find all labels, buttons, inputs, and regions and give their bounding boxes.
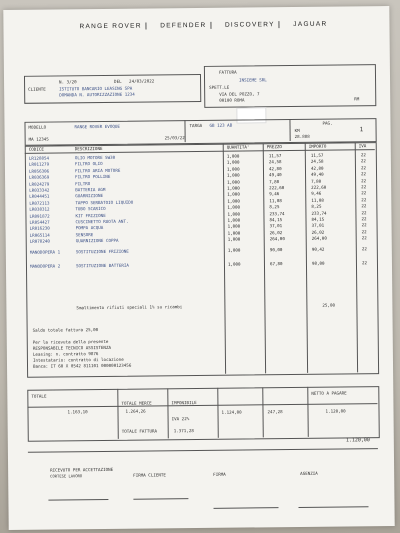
bottom-total: 1.120,00 <box>345 437 370 444</box>
vat-cell: 22 <box>360 152 366 158</box>
left-code: CLIENTE <box>28 86 46 92</box>
client-line3: 00100 ROMA <box>219 97 245 103</box>
iva-label: IVA 22% <box>171 416 190 422</box>
qty-cell: 1,000 <box>227 247 241 253</box>
model-label: MODELLO <box>28 124 47 130</box>
vat-cell: 22 <box>361 184 367 190</box>
client-line2: VIA DEL POZZO, 7 <box>219 91 260 97</box>
amount-cell: 49,40 <box>311 171 324 178</box>
qty-cell: 1,000 <box>227 223 241 230</box>
code-cell: LR072113 <box>29 200 50 206</box>
desc-cell: FILTRO POLLINE <box>75 174 111 180</box>
code-cell: LR056306 <box>28 168 50 174</box>
price-cell: 42,80 <box>268 165 282 172</box>
code-cell: LR024279 <box>29 181 50 187</box>
vat-cell: 22 <box>360 171 367 177</box>
desc-cell: BATTERIA AGM <box>75 186 106 193</box>
page-value: 1 <box>359 126 364 134</box>
desc-cell: TUBO SCARICO <box>75 206 106 212</box>
date2: 25/03/22 <box>164 135 185 141</box>
doc-number: N. 3/20 <box>59 79 77 85</box>
price-cell: 11,57 <box>268 153 282 159</box>
date-value: 24/03/2022 <box>129 78 155 84</box>
desc-cell: GUARNIZIONE COPPA <box>75 238 119 244</box>
desc-cell: SOSTITUZIONE BATTERIA <box>75 262 129 268</box>
qty-cell: 1,000 <box>226 166 240 172</box>
imponibile-value: 1.124,00 <box>221 409 242 415</box>
plate-value: GB 123 AB <box>209 122 233 128</box>
price-cell: 67,80 <box>269 260 283 266</box>
amount-cell: 42,80 <box>310 165 324 171</box>
sig-line-a <box>48 499 108 501</box>
vat-cell: 22 <box>360 158 366 164</box>
qty-cell: 1,000 <box>227 172 240 178</box>
sig-left: RICEVUTO PER ACCETTAZIONE <box>50 466 114 473</box>
vat-cell: 22 <box>361 197 367 203</box>
note-6: Banca: IT 60 X 0542 811101 000000123456 <box>32 362 132 369</box>
total-invoice-label: TOTALE FATTURA <box>121 428 158 434</box>
amount-cell: 84,15 <box>311 216 325 222</box>
date-label: DEL <box>114 78 122 84</box>
code-cell: LR036369 <box>29 174 50 180</box>
amount-cell: 222,60 <box>311 184 327 190</box>
code-cell: LR128854 <box>28 155 50 161</box>
km-value: 28.888 <box>294 133 310 139</box>
vehicle-divider-2 <box>289 119 290 141</box>
desc-cell: SENSORE <box>75 231 94 238</box>
vat-cell: 22 <box>361 177 367 183</box>
net-value: 1.120,00 <box>325 408 346 414</box>
code-cell: MANODOPERA 1 <box>29 249 61 255</box>
brand-range-rover: RANGE ROVER <box>75 23 146 31</box>
vat-cell: 22 <box>361 216 367 222</box>
code-cell: LR038312 <box>29 206 50 212</box>
th-code: CODICE <box>28 146 44 152</box>
price-cell: 222,60 <box>269 185 285 191</box>
qty-cell: 1,000 <box>227 198 240 204</box>
left-line2: DOMANDA N. AUTORIZZAZIONE 1234 <box>59 91 135 98</box>
amount-cell: 11,08 <box>311 197 324 203</box>
price-cell: 37,01 <box>269 223 283 229</box>
desc-cell: GUARNIZIONE <box>75 193 104 199</box>
qty-cell: 1,000 <box>226 159 240 166</box>
amount-cell: 37,01 <box>311 223 325 229</box>
vat-cell: 22 <box>361 229 367 235</box>
doc-label: FATTURA <box>218 69 237 75</box>
code-cell: LR016230 <box>29 225 50 232</box>
qty-cell: 1,000 <box>226 153 240 159</box>
th-price: PREZZO <box>266 144 282 150</box>
amount-cell: 233,74 <box>311 210 327 216</box>
brand-defender: DEFENDER <box>156 22 211 30</box>
code-cell: LR033342 <box>29 187 50 193</box>
amount-cell: 11,57 <box>310 152 324 158</box>
note-2: Per la ricevuta della presente <box>32 338 109 345</box>
price-cell: 24,58 <box>268 159 282 165</box>
qty-cell: 1,000 <box>227 230 241 236</box>
vat-cell: 22 <box>360 165 367 171</box>
note-3: RESPONSABILE TECNICO ASSISTENZA <box>32 344 112 351</box>
qty-cell: 1,000 <box>227 211 241 217</box>
th-amount: IMPORTO <box>308 143 327 149</box>
total-invoice-value: 1.371,28 <box>173 428 194 434</box>
page-label: PAG. <box>322 120 333 126</box>
price-cell: 8,25 <box>269 204 280 210</box>
sig-left2: CORTESE LAVORO <box>50 473 83 479</box>
qty-cell: 1,000 <box>227 261 241 267</box>
code-cell: LR065114 <box>29 232 50 238</box>
sig-mid: FIRMA CLIENTE <box>133 472 166 478</box>
total-merce-label: TOTALE MERCE <box>121 400 152 406</box>
left-total-label: TOTALE <box>31 393 47 399</box>
brand-discovery: DISCOVERY <box>221 21 280 29</box>
desc-cell: KIT FRIZIONE <box>75 212 106 218</box>
price-cell: 264,00 <box>269 236 285 242</box>
price-cell: 11,08 <box>269 197 282 204</box>
amount-cell: 7,80 <box>311 178 322 184</box>
ref: MA 12345 <box>28 136 49 142</box>
note-4: Leasing: n. contratto 9876 <box>32 351 99 357</box>
vat-cell: 22 <box>361 235 367 241</box>
price-cell: 90,00 <box>269 246 283 252</box>
amount-cell: 264,00 <box>311 235 327 242</box>
price-cell: 49,40 <box>269 172 282 178</box>
qty-cell: 1,000 <box>227 179 240 185</box>
amount-cell: 8,25 <box>311 203 322 210</box>
code-cell: LR078240 <box>29 238 50 244</box>
sig-right2: AGENZIA <box>300 470 318 476</box>
note-1: Saldo totale fattura 25,00 <box>32 327 99 333</box>
vat-cell: 22 <box>361 259 368 265</box>
km-label: KM <box>294 127 300 133</box>
net-label: NETTO A PAGARE <box>311 390 347 396</box>
desc-cell: CUSCINETTO RUOTA ANT. <box>75 218 129 225</box>
total-merce-value: 1.264,26 <box>125 408 146 414</box>
desc-cell: FILTRO ARIA MOTORE <box>74 167 121 174</box>
amount-cell: 90,42 <box>311 246 325 252</box>
sig-line-c <box>214 507 279 509</box>
code-cell: MANODOPERA 2 <box>29 263 61 269</box>
desc-cell: POMPA ACQUA <box>75 225 104 231</box>
desc-cell: OLIO MOTORE 5W30 <box>74 154 116 161</box>
sig-line-b <box>133 498 188 500</box>
note-value: 25,00 <box>322 302 336 308</box>
note-5: Intestatario: contratto di locazione <box>32 356 124 363</box>
sig-line-d <box>299 506 369 508</box>
code-cell: LR091872 <box>29 213 50 219</box>
th-vat: IVA <box>358 143 367 149</box>
client-line1: INSIEME SRL <box>239 77 267 83</box>
qty-cell: 1,000 <box>227 217 241 223</box>
code-cell: LR054427 <box>29 219 50 225</box>
price-cell: 7,80 <box>269 178 280 184</box>
code-cell: LR011279 <box>28 161 50 168</box>
left-line1: ISTITUTO BANCARIO LEASING SPA <box>59 85 133 92</box>
desc-cell: FILTRO <box>75 180 91 186</box>
vat-cell: 22 <box>361 245 367 251</box>
vat-cell: 22 <box>361 222 367 228</box>
imponibile-label: IMPONIBILE <box>171 400 197 406</box>
code-cell: LR044451 <box>29 193 50 200</box>
plate-label: TARGA <box>189 122 203 129</box>
sig-line <box>28 448 378 453</box>
price-cell: 84,15 <box>269 217 283 223</box>
client-label: SPETT.LE <box>209 84 230 90</box>
iva-value: 247,28 <box>267 409 283 415</box>
qty-cell: 1,000 <box>227 185 240 191</box>
price-cell: 9,46 <box>269 191 280 197</box>
invoice-paper <box>3 6 394 530</box>
left-total-value: 1.163,10 <box>67 409 88 415</box>
amount-cell: 9,46 <box>311 191 322 197</box>
th-desc: DESCRIZIONE <box>74 146 103 152</box>
desc-cell: FILTRO OLIO <box>74 161 103 167</box>
vat-cell: 22 <box>361 190 367 196</box>
model-value: RANGE ROVER EVOQUE <box>74 123 120 130</box>
qty-cell: 1,000 <box>227 191 240 198</box>
note-line: Smaltimento rifiuti speciali 1% su ricambi <box>76 304 183 311</box>
qty-cell: 1,000 <box>227 204 241 210</box>
amount-cell: 26,02 <box>311 229 325 235</box>
sig-right1: FIRMA <box>213 471 226 477</box>
vat-cell: 22 <box>361 203 367 209</box>
price-cell: 26,02 <box>269 229 283 236</box>
amount-cell: 98,00 <box>311 260 325 266</box>
brand-jaguar: JAGUAR <box>293 20 328 28</box>
price-cell: 233,74 <box>269 210 285 216</box>
amount-cell: 24,58 <box>310 159 324 165</box>
qty-cell: 1,000 <box>227 236 241 242</box>
desc-cell: SOSTITUZIONE FRIZIONE <box>75 248 129 254</box>
prov: RM <box>354 96 360 102</box>
vat-cell: 22 <box>361 209 367 215</box>
th-qty: QUANTITA' <box>226 144 250 150</box>
brand-bar <box>75 21 331 31</box>
desc-cell: TAPPO SERBATOIO LIQUIDO <box>75 199 134 206</box>
